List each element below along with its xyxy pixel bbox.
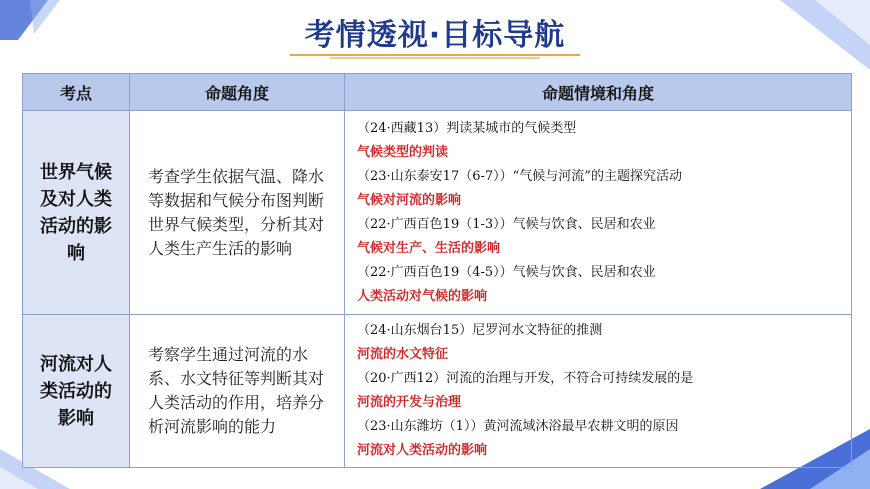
context-source: （23·山东泰安17（6-7））“气候与河流”的主题探究活动: [357, 168, 682, 184]
header-topic: 考点: [23, 74, 130, 111]
context-source: （24·山东烟台15）尼罗河水文特征的推测: [357, 323, 603, 338]
context-focus: 人类活动对气候的影响: [357, 288, 488, 304]
context-focus: 气候类型的判读: [357, 144, 449, 160]
title-underline: [290, 54, 580, 58]
context-cell: [345, 111, 852, 315]
context-focus: 河流对人类活动的影响: [357, 443, 488, 458]
exam-analysis-table: [22, 73, 852, 468]
context-focus: 气候对河流的影响: [357, 192, 462, 208]
topic-text: 世界气候及对人类活动的影响: [40, 161, 112, 264]
table-row: [23, 315, 852, 468]
context-source: （22·广西百色19（1-3））气候与饮食、民居和农业: [357, 216, 656, 232]
angle-cell: 考查学生依据气温、降水等数据和气候分布图判断世界气候类型，分析其对人类生产生活的影响: [130, 111, 345, 315]
context-cell: [345, 315, 852, 468]
page-title: 考情透视·目标导航: [304, 18, 566, 53]
topic-text: 河流对人类活动的影响: [40, 353, 112, 429]
context-source: （23·山东潍坊（1））黄河流域沐浴最早农耕文明的原因: [357, 419, 679, 434]
context-focus: 河流的水文特征: [357, 347, 449, 362]
header-angle: 命题角度: [130, 74, 345, 111]
context-focus: 气候对生产、生活的影响: [357, 240, 501, 256]
table-header-row: [23, 74, 852, 111]
header-context: 命题情境和角度: [345, 74, 852, 111]
context-source: （22·广西百色19（4-5））气候与饮食、民居和农业: [357, 264, 656, 280]
context-focus: 河流的开发与治理: [357, 395, 462, 410]
table-row: [23, 111, 852, 315]
topic-cell: [23, 315, 130, 468]
context-source: （24·西藏13）判读某城市的气候类型: [357, 120, 577, 136]
topic-cell: [23, 111, 130, 315]
angle-cell: 考察学生通过河流的水系、水文特征等判断其对人类活动的作用，培养分析河流影响的能力: [130, 315, 345, 468]
context-source: （20·广西12）河流的治理与开发，不符合可持续发展的是: [357, 371, 694, 386]
